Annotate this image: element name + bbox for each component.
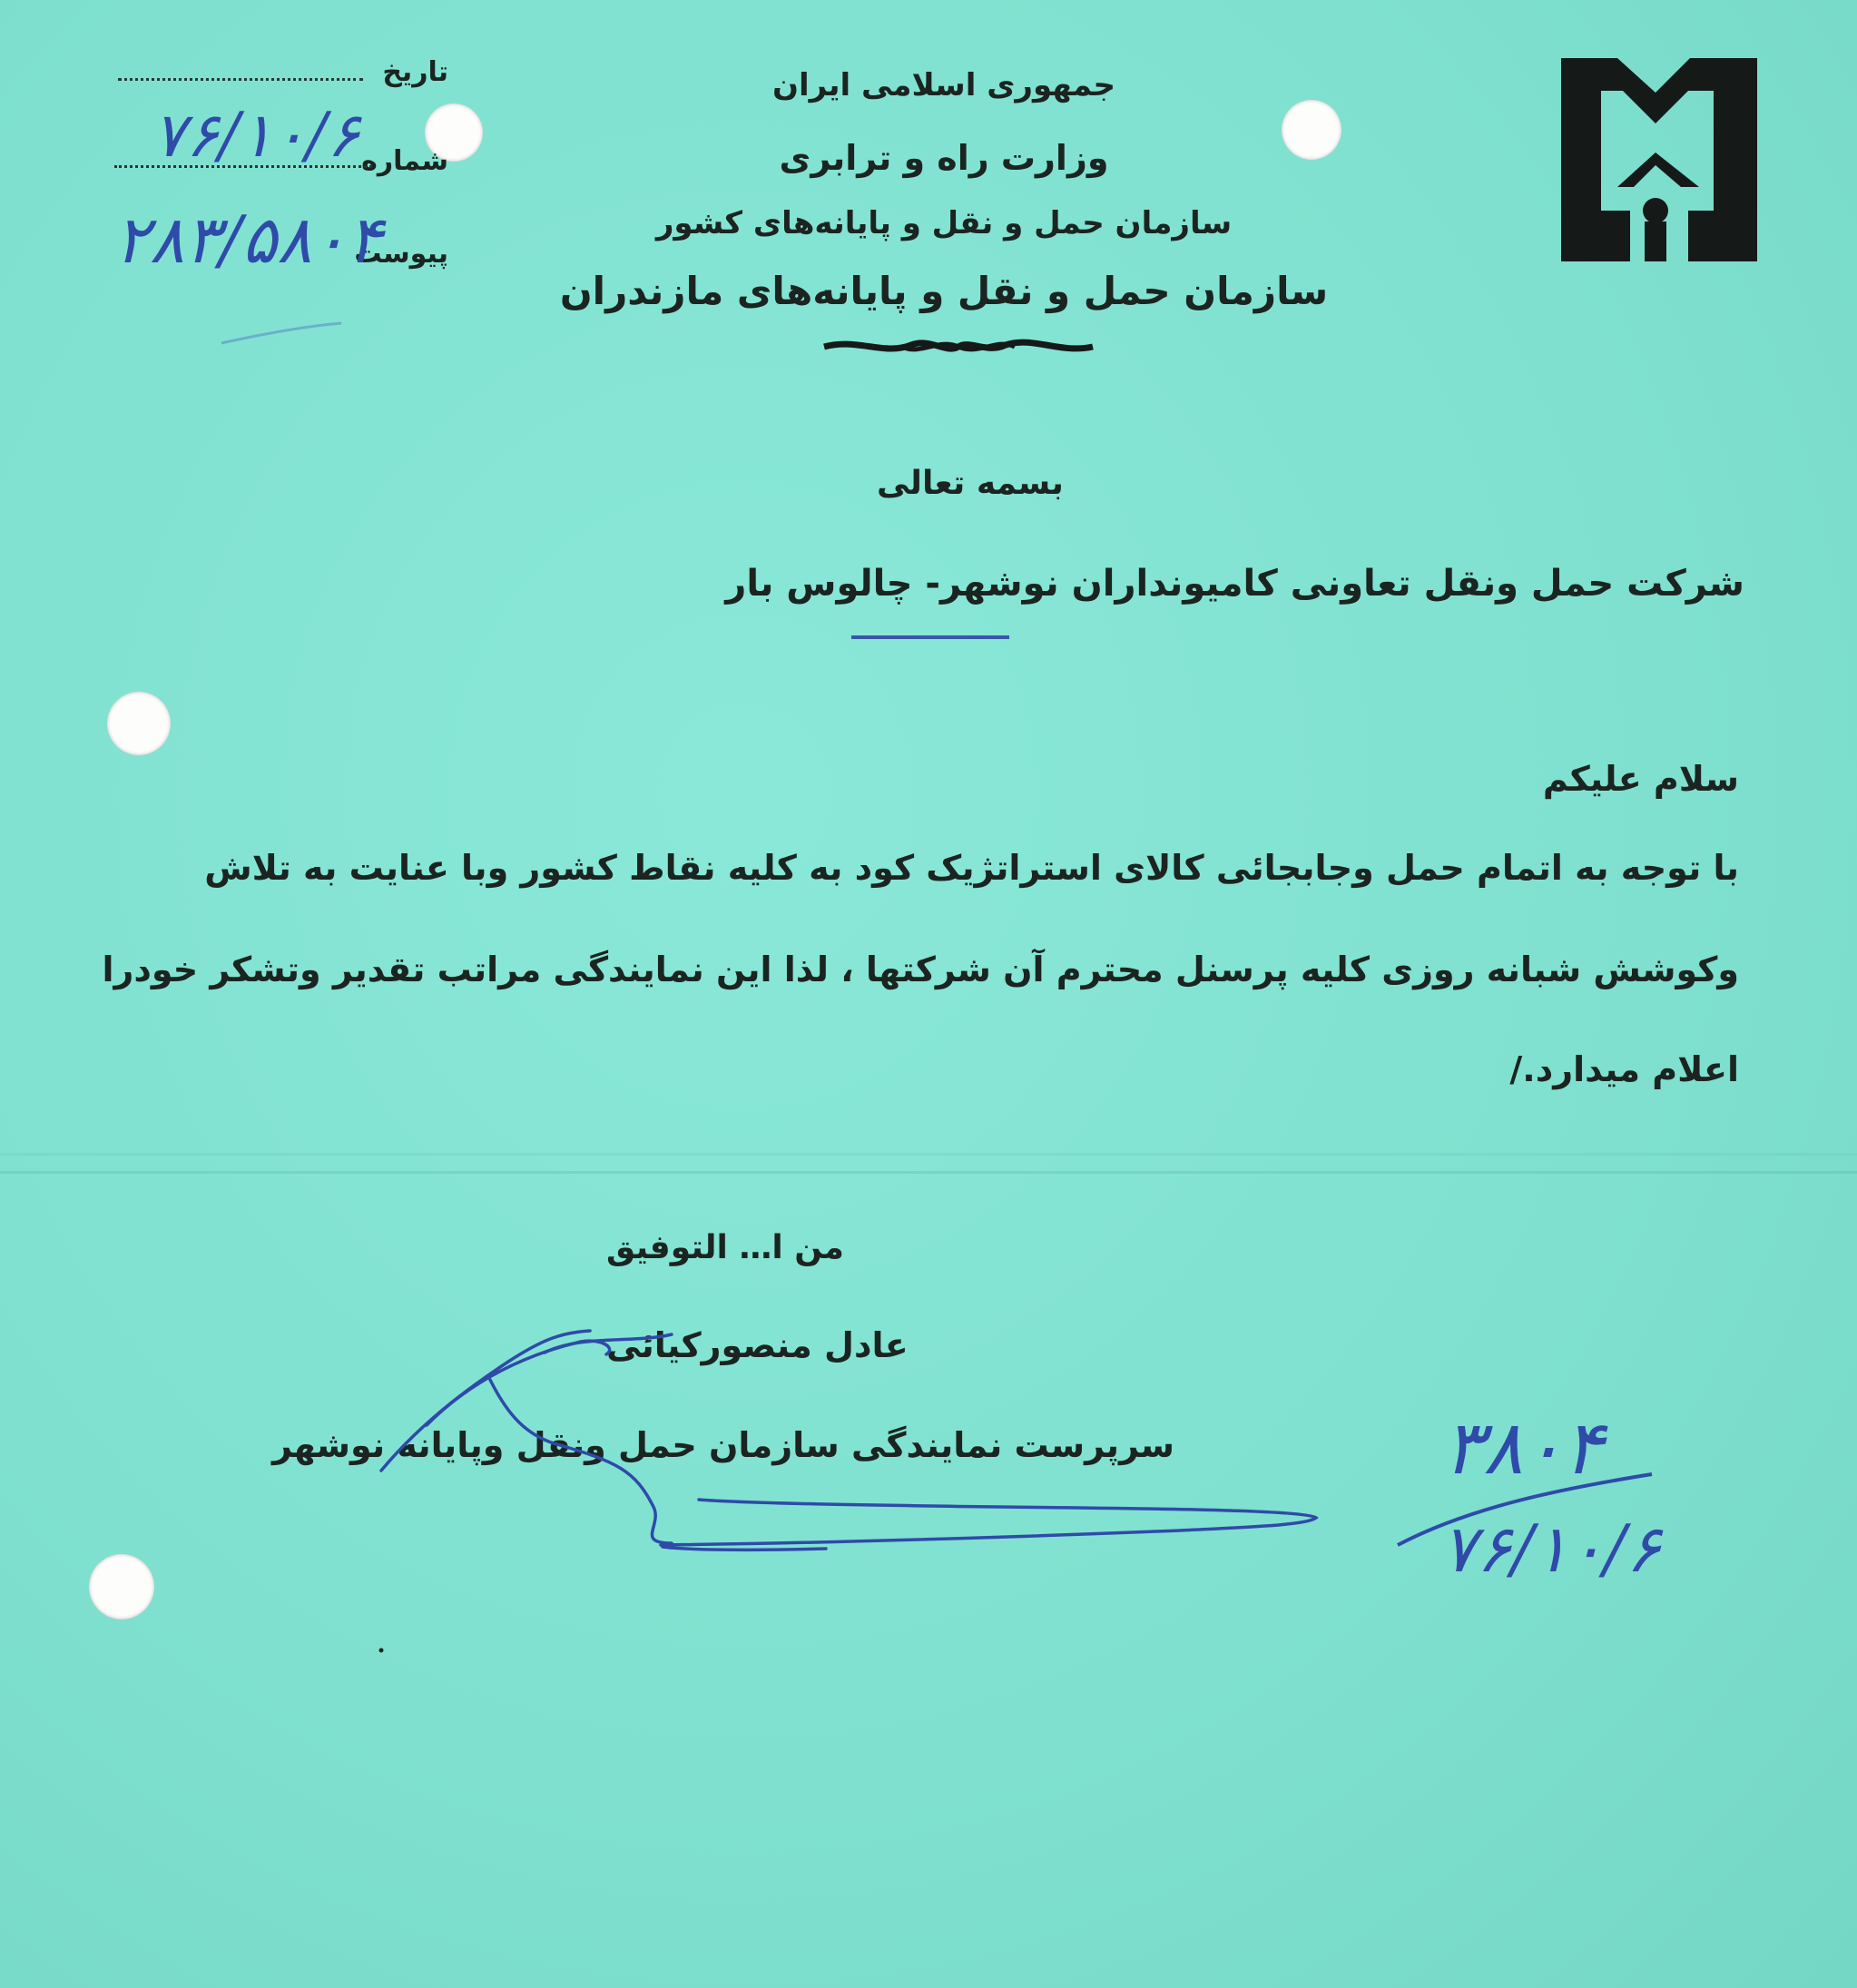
number-handwritten: ۷۶/۱۰/۶ (152, 100, 360, 172)
pen-stroke (218, 320, 345, 347)
ref-number-handwritten: ۳۸۰۴ (1443, 1405, 1604, 1491)
attachment-handwritten: ۲۸۳/۵۸۰۴ (114, 202, 382, 278)
closing: من ا… التوفیق (606, 1229, 844, 1266)
ornament-divider (820, 334, 1096, 359)
greeting: سلام علیکم (1542, 759, 1739, 799)
recipient-underline (851, 635, 1009, 639)
invocation: بسمه تعالی (877, 465, 1064, 502)
punch-hole (107, 692, 171, 755)
header-country: جمهوری اسلامی ایران (771, 67, 1116, 103)
date-label: تاریخ (382, 56, 448, 88)
header-ministry: وزارت راه و ترابری (779, 138, 1109, 178)
ministry-logo-icon (1554, 51, 1764, 269)
number-label: شماره (361, 145, 448, 177)
attachment-label: پیوست (354, 238, 448, 270)
body-line-1: با توجه به اتمام حمل وجابجائی کالای استراتژیک کود به کلیه نقاط کشور وبا عنایت به تلاش (204, 848, 1739, 888)
body-line-3: اعلام میدارد./ (1509, 1049, 1739, 1089)
body-line-2: وکوشش شبانه روزی کلیه پرسنل محترم آن شرکتها ، لذا این نمایندگی مراتب تقدیر وتشکر خودرا (102, 950, 1739, 989)
signer-name: عادل منصورکیائی (606, 1325, 909, 1365)
header-provincial-org: سازمان حمل و نقل و پایانه‌های مازندران (559, 269, 1329, 313)
fold-line (0, 1171, 1857, 1174)
ref-date-handwritten: ۷۶/۱۰/۶ (1441, 1511, 1661, 1587)
fold-line (0, 1153, 1857, 1156)
signer-title: سرپرست نمایندگی سازمان حمل ونقل وپایانه نوشهر (271, 1425, 1174, 1465)
date-field-line (118, 78, 363, 81)
recipient: شرکت حمل ونقل تعاونی کامیونداران نوشهر- چالوس بار (725, 563, 1744, 605)
punch-hole (89, 1554, 154, 1619)
ink-dot (379, 1648, 384, 1653)
header-national-org: سازمان حمل و نقل و پایانه‌های کشور (655, 205, 1233, 241)
